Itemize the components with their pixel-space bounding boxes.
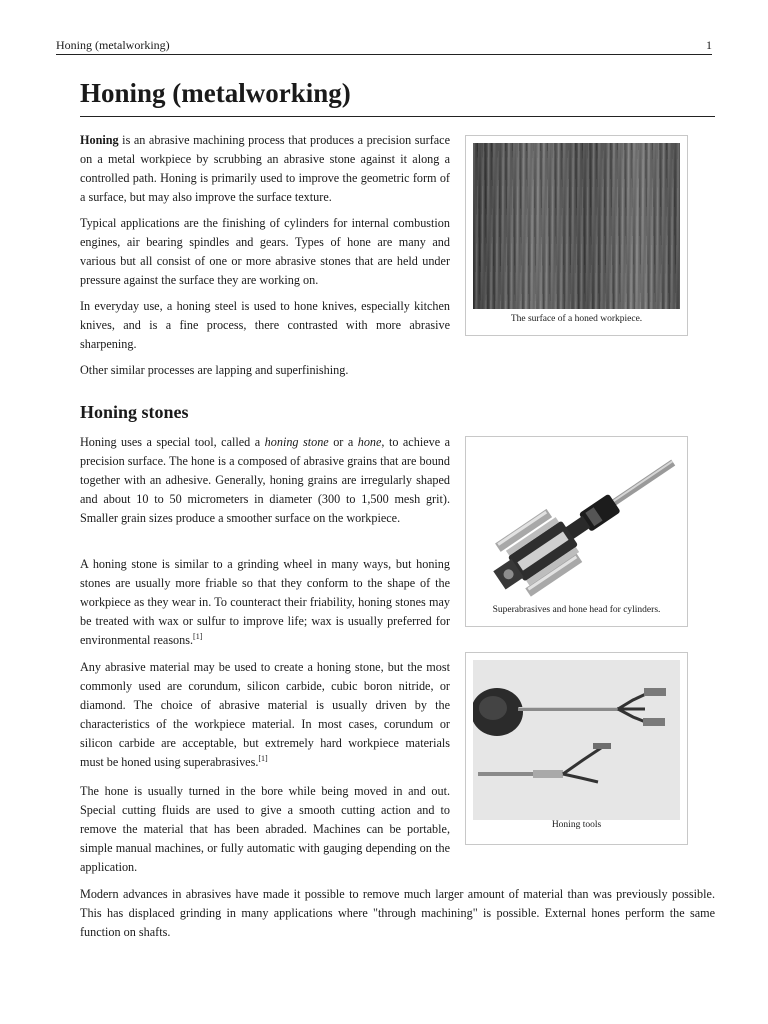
article-title: Honing (metalworking) [80, 78, 715, 117]
section-paragraph-1-text-b: or a [328, 435, 358, 449]
figure-caption: The surface of a honed workpiece. [510, 314, 643, 324]
citation-link[interactable]: [1] [258, 753, 268, 763]
lead-term: Honing [80, 133, 119, 147]
intro-paragraph-1 [80, 131, 450, 207]
section-paragraph-1 [80, 433, 450, 528]
hone-head-image [473, 444, 680, 604]
honed-surface-image [473, 143, 680, 309]
intro-paragraph-2: Typical applications are the finishing of cylinders for internal combustion engines, air bearing spindles and gears. Types of hone are many and various but all consist of one or more abrasive stones that are held under pressure against the surface they are working on. [80, 216, 450, 287]
intro-paragraph-3: In everyday use, a honing steel is used to hone knives, especially kitchen knives, and is a fine process, there contrasted with more abrasive sharpening. [80, 299, 450, 351]
section-paragraph-1-text-c: , to achieve a precision surface. The hone is a composed of abrasive grains that are bound together with an adhesive. Generally, honing grains are irregularly shaped and about 10 to 50 micrometers in diameter (300 to 1,500 mesh grit). Smaller grain sizes produce a smoother surface on the workpiece. [80, 435, 450, 525]
figure-caption: Superabrasives and hone head for cylinders. [492, 605, 661, 615]
intro-paragraph-4: Other similar processes are lapping and superfinishing. [80, 363, 349, 377]
section-paragraph-5: Modern advances in abrasives have made it possible to remove much larger amount of material than was previously possible. This has displaced grinding in many applications where "through machining" is possible. External hones perform the same function on shafts. [80, 887, 715, 939]
section-paragraph-2 [80, 555, 450, 650]
figure-hone-head [465, 436, 688, 627]
term-honing-stone: honing stone [264, 435, 329, 449]
citation-link[interactable]: [1] [193, 631, 203, 641]
section-heading: Honing stones [80, 402, 189, 422]
figure-honed-surface [465, 135, 688, 336]
figure-caption: Honing tools [551, 820, 602, 830]
running-header [56, 38, 712, 55]
section-paragraph-2-text: A honing stone is similar to a grinding wheel in many ways, but honing stones are usually more friable so that they conform to the shape of the workpiece as they wear in. To counteract their friability, honing stones may be treated with wax or sulfur to improve life; wax is usually preferred for environmental reasons. [80, 557, 450, 647]
section-paragraph-1-text-a: Honing uses a special tool, called a [80, 435, 265, 449]
section-paragraph-4: The hone is usually turned in the bore while being moved in and out. Special cutting fluids are used to give a smooth cutting action and to remove the material that has been abraded. Machines can be portable, simple manual machines, or fully automatic with gauging depending on the application. [80, 784, 450, 874]
honing-tools-image [473, 660, 680, 820]
section-paragraph-3 [80, 658, 450, 772]
intro-paragraph-1-text: is an abrasive machining process that produces a precision surface on a metal workpiece by scrubbing an abrasive stone against it along a controlled path. Honing is primarily used to improve the geometric form of a surface, but may also improve the surface texture. [80, 133, 450, 204]
figure-honing-tools [465, 652, 688, 845]
running-header-title: Honing (metalworking) [56, 38, 170, 52]
section-paragraph-3-text: Any abrasive material may be used to create a honing stone, but the most commonly used are corundum, silicon carbide, cubic boron nitride, or diamond. The choice of abrasive material is usually driven by the characteristics of the workpiece material. In most cases, corundum or silicon carbide are acceptable, but extremely hard workpiece materials must be honed using superabrasives. [80, 660, 450, 769]
term-hone: hone [357, 435, 382, 449]
page-number: 1 [706, 38, 712, 52]
